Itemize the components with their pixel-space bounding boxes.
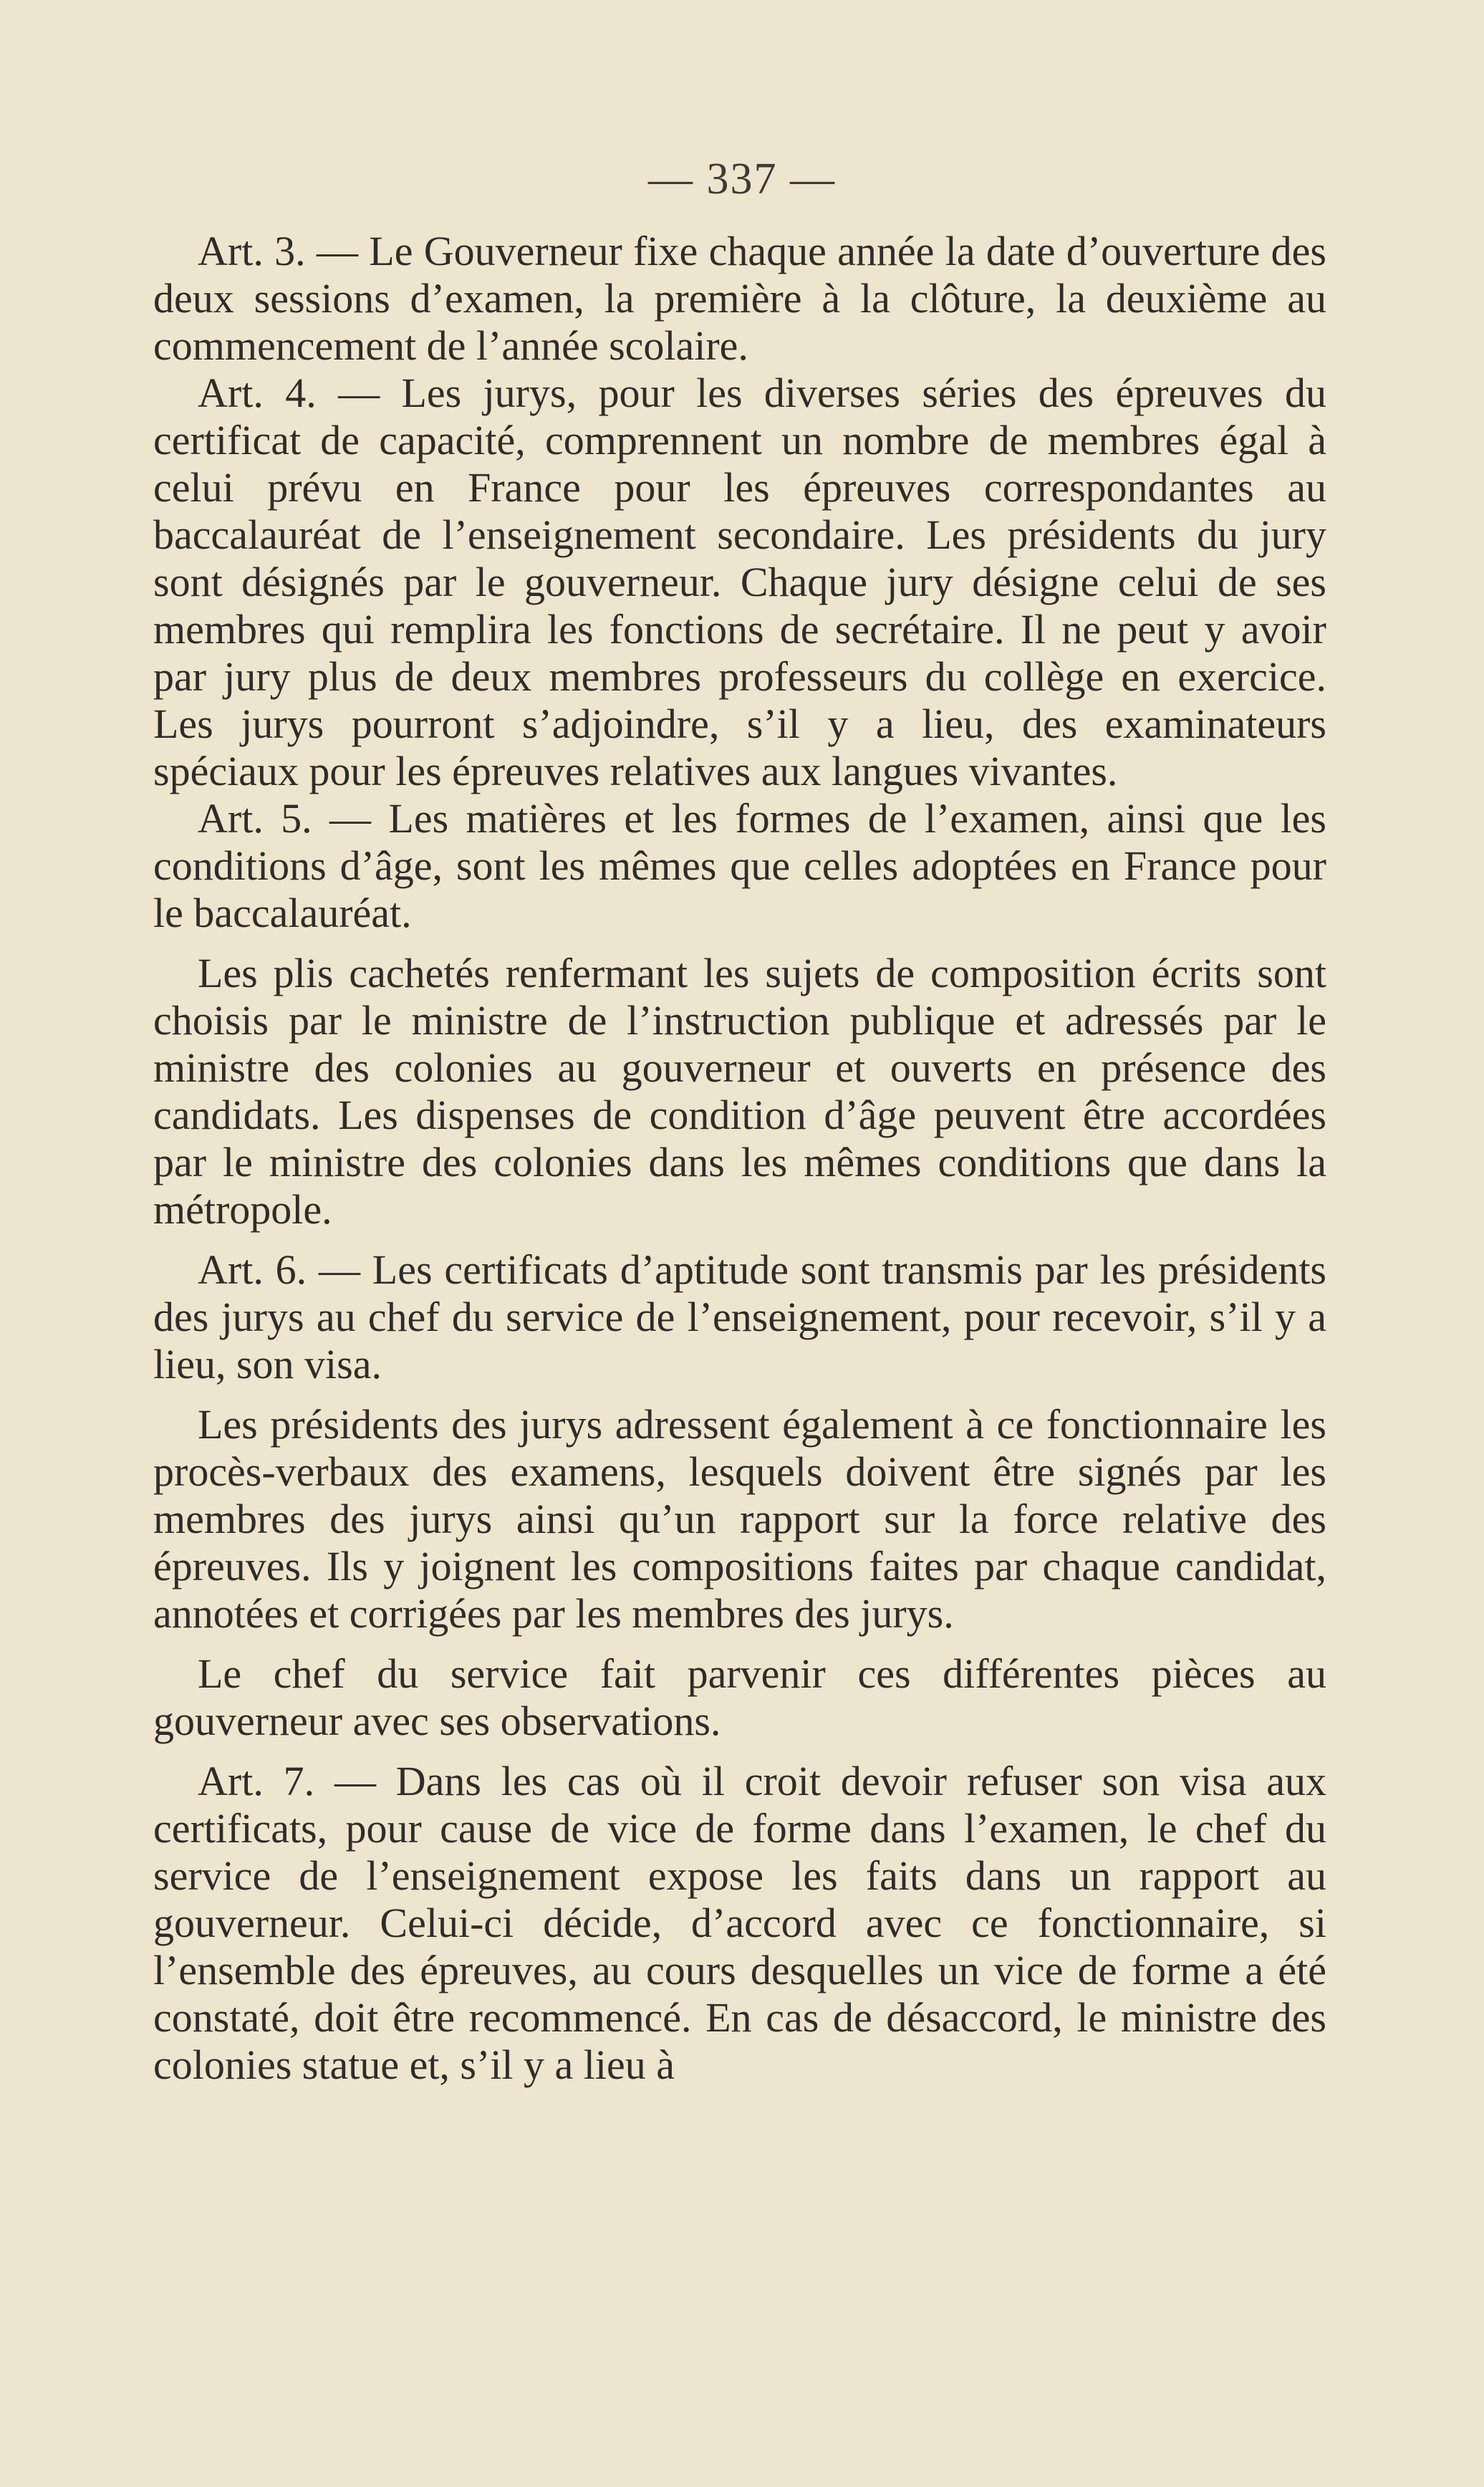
paragraph-art-6: Art. 6. — Les certificats d’aptitude sont transmis par les présidents des jurys au chef du service de l’enseignement, pour recevoir, s’il y a lieu, son visa.: [153, 1246, 1326, 1387]
paragraph-art-4: Art. 4. — Les jurys, pour les diverses séries des épreuves du certificat de capacité, comprennent un nombre de membres égal à celui prévu en France pour les épreuves correspondantes au baccalauréat de l’enseignement secondaire. Les présidents du jury sont désignés par le gouverneur. Chaque jury désigne celui de ses membres qui remplira les fonctions de secrétaire. Il ne peut y avoir par jury plus de deux membres professeurs du collège en exercice. Les jurys pourront s’adjoindre, s’il y a lieu, des examinateurs spéciaux pour les épreuves relatives aux langues vivantes.: [153, 370, 1326, 794]
body-text: [153, 228, 1326, 2089]
paragraph-chef-service: Le chef du service fait parvenir ces différentes pièces au gouverneur avec ses observations.: [153, 1650, 1326, 1744]
paragraph-presidents-jurys: Les présidents des jurys adressent également à ce fonctionnaire les procès-verbaux des examens, lesquels doivent être signés par les membres des jurys ainsi qu’un rapport sur la force relative des épreuves. Ils y joignent les compositions faites par chaque candidat, annotées et corrigées par les membres des jurys.: [153, 1401, 1326, 1637]
paragraph-plis-cachetes: Les plis cachetés renfermant les sujets de composition écrits sont choisis par le ministre de l’instruction publique et adressés par le ministre des colonies au gouverneur et ouverts en présence des candidats. Les dispenses de condition d’âge peuvent être accordées par le ministre des colonies dans les mêmes conditions que dans la métropole.: [153, 950, 1326, 1233]
paragraph-art-3: Art. 3. — Le Gouverneur fixe chaque année la date d’ouverture des deux sessions d’examen, la première à la clôture, la deuxième au commencement de l’année scolaire.: [153, 228, 1326, 369]
paragraph-art-7: Art. 7. — Dans les cas où il croit devoir refuser son visa aux certificats, pour cause de vice de forme dans l’examen, le chef du service de l’enseignement expose les faits dans un rapport au gouverneur. Celui-ci décide, d’accord avec ce fonctionnaire, si l’ensemble des épreuves, au cours desquelles un vice de forme a été constaté, doit être recommencé. En cas de désaccord, le ministre des colonies statue et, s’il y a lieu à: [153, 1758, 1326, 2088]
paragraph-art-5: Art. 5. — Les matières et les formes de l’examen, ainsi que les conditions d’âge, sont les mêmes que celles adoptées en France pour le baccalauréat.: [153, 795, 1326, 936]
page-number: — 337 —: [648, 155, 836, 203]
